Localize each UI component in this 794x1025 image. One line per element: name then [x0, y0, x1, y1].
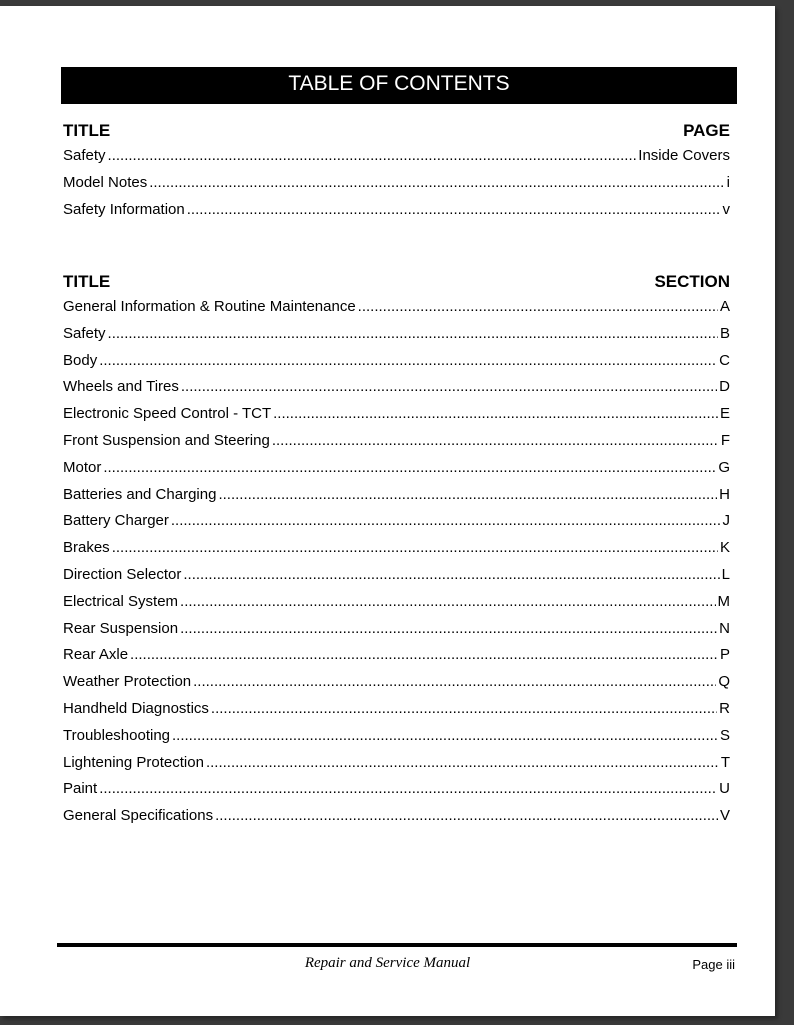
dot-leader: [130, 646, 718, 663]
dot-leader: [112, 539, 718, 556]
sections-title-heading: TITLE: [63, 272, 111, 291]
toc-entry-reference: G: [718, 458, 730, 476]
section-entry: [63, 700, 730, 727]
section-entry: [63, 807, 730, 834]
toc-entry-title: Safety Information: [63, 200, 185, 218]
section-entry: [63, 459, 730, 486]
dot-leader: [215, 807, 718, 824]
section-entry: [63, 378, 730, 405]
dot-leader: [358, 298, 718, 315]
toc-entry-title: General Information & Routine Maintenance: [63, 298, 356, 315]
front-matter-page-heading: PAGE: [683, 121, 730, 140]
toc-entry-title: Electronic Speed Control - TCT: [63, 405, 272, 423]
front-matter-entry: [63, 174, 730, 201]
toc-entry-title: Motor: [63, 458, 102, 476]
section-entry: [63, 566, 730, 593]
dot-leader: [211, 700, 717, 717]
document-page: [0, 6, 775, 1016]
toc-entry-reference: N: [719, 619, 730, 637]
toc-entry-reference: V: [719, 807, 730, 825]
dot-leader: [172, 727, 718, 744]
dot-leader: [183, 566, 719, 583]
toc-entry-reference: P: [719, 646, 730, 664]
toc-entry-reference: K: [719, 539, 730, 557]
dot-leader: [187, 201, 721, 218]
toc-entry-reference: R: [719, 699, 730, 717]
toc-entry-reference: v: [722, 200, 730, 218]
section-entry: [63, 512, 730, 539]
toc-entry-title: Wheels and Tires: [63, 378, 179, 396]
toc-entry-title: Batteries and Charging: [63, 485, 217, 503]
toc-entry-title: Handheld Diagnostics: [63, 699, 209, 717]
section-entry: [63, 727, 730, 754]
sections-column-headings: [63, 272, 730, 294]
toc-entry-title: Model Notes: [63, 173, 148, 191]
toc-entry-reference: F: [720, 431, 730, 449]
section-entry: [63, 325, 730, 352]
dot-leader: [180, 620, 717, 637]
toc-entry-title: Lightening Protection: [63, 753, 204, 771]
toc-entry-title: Troubleshooting: [63, 726, 171, 744]
toc-entry-title: Electrical System: [63, 592, 179, 610]
toc-entry-reference: E: [719, 405, 730, 423]
toc-entry-title: Weather Protection: [63, 673, 192, 691]
section-entry: [63, 593, 730, 620]
section-entry: [63, 298, 730, 325]
dot-leader: [99, 780, 717, 797]
front-matter-entry: [63, 147, 730, 174]
toc-title: TABLE OF CONTENTS: [288, 72, 510, 95]
toc-entry-title: Brakes: [63, 539, 110, 557]
toc-entry-reference: C: [719, 351, 730, 369]
toc-entry-reference: T: [720, 753, 730, 771]
dot-leader: [108, 147, 637, 164]
toc-entry-reference: i: [726, 173, 730, 191]
toc-entry-title: Front Suspension and Steering: [63, 431, 270, 449]
dot-leader: [272, 432, 719, 449]
toc-entry-reference: H: [719, 485, 730, 503]
toc-entry-reference: Q: [718, 673, 730, 691]
dot-leader: [149, 174, 724, 191]
front-matter-column-headings: [63, 121, 730, 143]
toc-entry-reference: J: [722, 512, 730, 530]
toc-entry-reference: Inside Covers: [638, 147, 730, 164]
dot-leader: [108, 325, 718, 342]
section-entry: [63, 432, 730, 459]
front-matter-entry: [63, 201, 730, 228]
section-entry: [63, 754, 730, 781]
toc-entry-reference: D: [719, 378, 730, 396]
toc-entry-reference: L: [721, 565, 730, 583]
toc-entry-reference: A: [719, 298, 730, 315]
toc-header: [61, 67, 737, 104]
toc-entry-title: Safety: [63, 147, 106, 164]
toc-entry-title: Body: [63, 351, 98, 369]
section-entry: [63, 780, 730, 807]
section-entry: [63, 673, 730, 700]
toc-entry-reference: S: [719, 726, 730, 744]
dot-leader: [180, 593, 715, 610]
sections-list: [63, 298, 730, 834]
dot-leader: [103, 459, 716, 476]
footer-rule: [57, 943, 737, 947]
sections-section-heading: SECTION: [654, 272, 730, 291]
toc-entry-title: General Specifications: [63, 807, 214, 825]
dot-leader: [206, 754, 719, 771]
dot-leader: [273, 405, 718, 422]
section-entry: [63, 486, 730, 513]
toc-entry-title: Paint: [63, 780, 98, 798]
toc-entry-reference: M: [717, 592, 730, 610]
front-matter-title-heading: TITLE: [63, 121, 111, 140]
dot-leader: [193, 673, 716, 690]
dot-leader: [181, 378, 717, 395]
toc-entry-title: Battery Charger: [63, 512, 169, 530]
toc-entry-title: Rear Axle: [63, 646, 129, 664]
toc-entry-reference: B: [719, 324, 730, 342]
section-entry: [63, 405, 730, 432]
footer-manual-title: Repair and Service Manual: [304, 955, 471, 971]
dot-leader: [218, 486, 717, 503]
section-entry: [63, 620, 730, 647]
toc-entry-title: Rear Suspension: [63, 619, 179, 637]
front-matter-list: [63, 147, 730, 227]
section-entry: [63, 352, 730, 379]
dot-leader: [99, 352, 717, 369]
section-entry: [63, 539, 730, 566]
toc-entry-title: Safety: [63, 324, 106, 342]
toc-entry-reference: U: [719, 780, 730, 798]
dot-leader: [171, 512, 721, 529]
toc-entry-title: Direction Selector: [63, 565, 182, 583]
footer-page-number: Page iii: [692, 957, 735, 972]
section-entry: [63, 646, 730, 673]
